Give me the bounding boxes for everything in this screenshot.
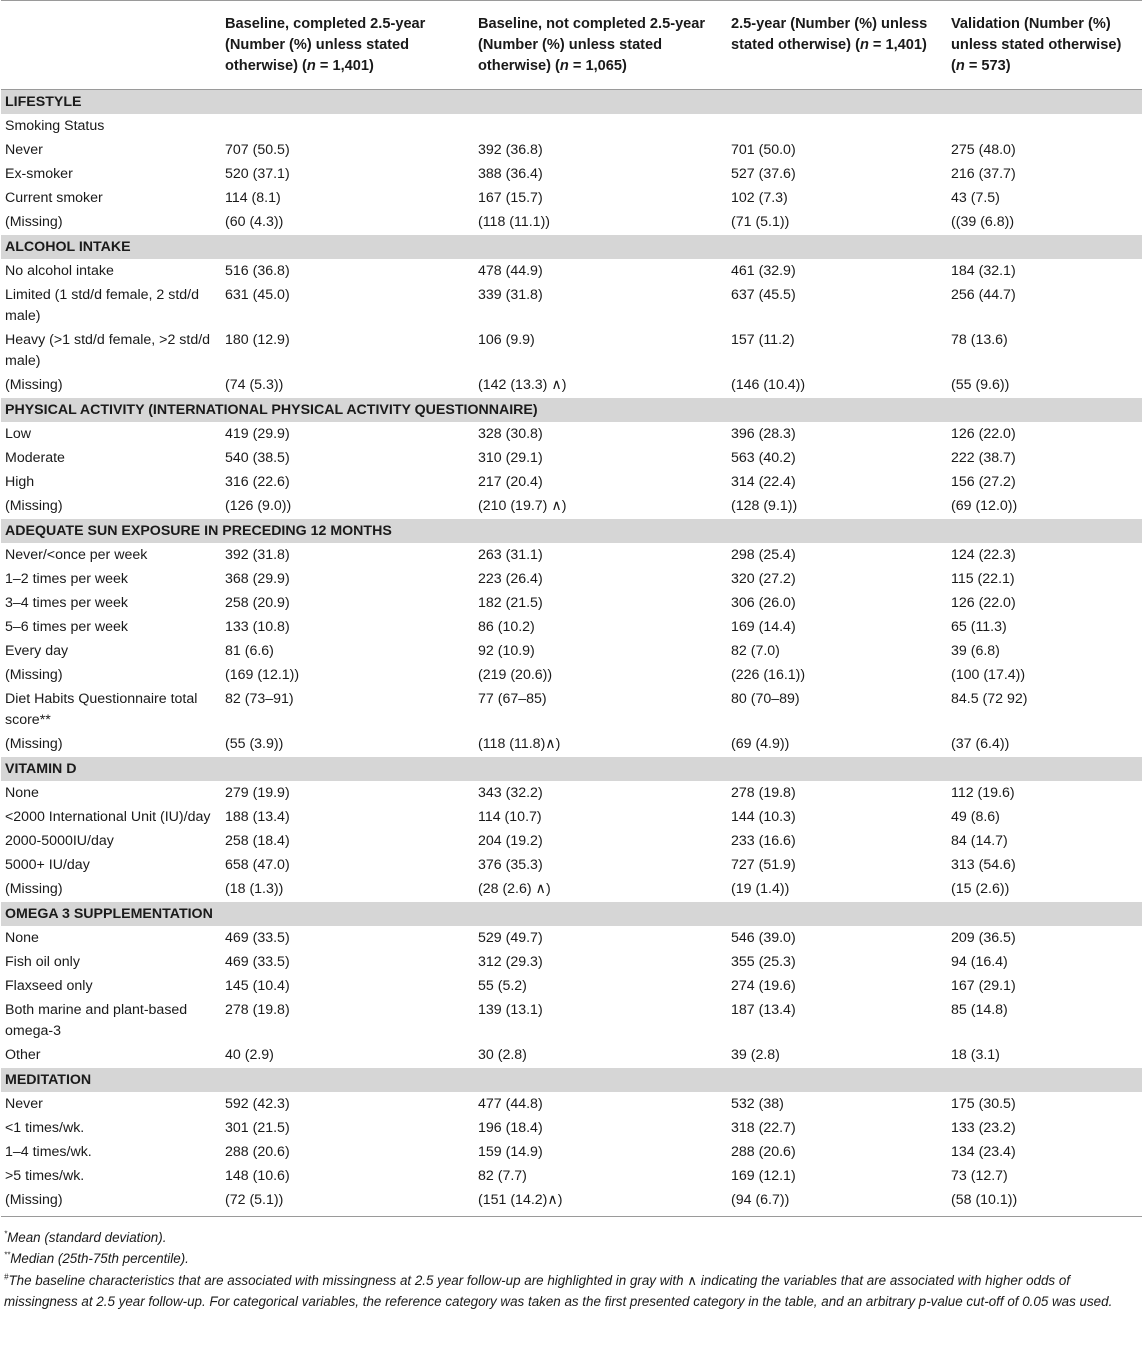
table-row [1, 829, 1142, 853]
data-table [1, 0, 1142, 1217]
section-label: ADEQUATE SUN EXPOSURE IN PRECEDING 12 MONTHS [1, 519, 1142, 544]
row-label: Both marine and plant-based omega-3 [5, 1001, 188, 1039]
cell-value: 159 (14.9) [478, 1143, 543, 1160]
header-col3-rest: = 1,401) [868, 37, 927, 53]
table-row [1, 615, 1142, 639]
table-row [1, 1116, 1142, 1140]
row-label: Never [5, 141, 43, 158]
row-label: (Missing) [5, 880, 63, 897]
table-row [1, 114, 1142, 138]
cell-value: (74 (5.3)) [225, 376, 284, 393]
footnote [4, 1270, 1142, 1313]
row-label: Moderate [5, 449, 65, 466]
cell-value: 156 (27.2) [951, 473, 1016, 490]
cell-value: 43 (7.5) [951, 189, 1000, 206]
header-col2 [474, 1, 727, 90]
row-label: 2000-5000IU/day [5, 832, 114, 849]
cell-value: 419 (29.9) [225, 425, 290, 442]
cell-value: 157 (11.2) [731, 331, 795, 348]
cell-value [474, 114, 727, 138]
table-row [1, 470, 1142, 494]
row-label: None [5, 929, 39, 946]
cell-value: ((39 (6.8)) [951, 213, 1015, 230]
cell-value: 529 (49.7) [478, 929, 543, 946]
cell-value: (118 (11.8)∧) [478, 735, 561, 752]
section-header-row [1, 235, 1142, 260]
cell-value: 631 (45.0) [225, 286, 290, 303]
table-row [1, 422, 1142, 446]
footnote-mark: # [4, 1272, 9, 1282]
cell-value: 106 (9.9) [478, 331, 535, 348]
section-label: LIFESTYLE [1, 90, 1142, 115]
cell-value: 343 (32.2) [478, 784, 543, 801]
row-label: (Missing) [5, 213, 63, 230]
cell-value: 94 (16.4) [951, 953, 1008, 970]
cell-value: 461 (32.9) [731, 262, 796, 279]
cell-value: 148 (10.6) [225, 1167, 290, 1184]
cell-value: 520 (37.1) [225, 165, 290, 182]
cell-value: 477 (44.8) [478, 1095, 543, 1112]
cell-value: (100 (17.4)) [951, 666, 1026, 683]
cell-value: 184 (32.1) [951, 262, 1016, 279]
cell-value: 144 (10.3) [731, 808, 796, 825]
cell-value: 392 (31.8) [225, 546, 290, 563]
footnote-mark: * [4, 1229, 8, 1239]
cell-value: 546 (39.0) [731, 929, 796, 946]
row-label: 5–6 times per week [5, 618, 129, 635]
cell-value: 18 (3.1) [951, 1046, 1000, 1063]
cell-value: 167 (29.1) [951, 977, 1016, 994]
cell-value: (55 (3.9)) [225, 735, 284, 752]
cell-value: 92 (10.9) [478, 642, 535, 659]
cell-value: (37 (6.4)) [951, 735, 1010, 752]
row-label: Other [5, 1046, 41, 1063]
table-row [1, 998, 1142, 1043]
cell-value: 82 (7.0) [731, 642, 780, 659]
cell-value: 478 (44.9) [478, 262, 543, 279]
cell-value: 233 (16.6) [731, 832, 796, 849]
header-col4 [947, 1, 1142, 90]
cell-value: 112 (19.6) [951, 784, 1015, 801]
cell-value: 80 (70–89) [731, 690, 800, 707]
row-label: (Missing) [5, 666, 63, 683]
row-label: Ex-smoker [5, 165, 73, 182]
row-label: Low [5, 425, 32, 442]
cell-value: 275 (48.0) [951, 141, 1016, 158]
table-row [1, 853, 1142, 877]
table-row [1, 210, 1142, 235]
cell-value: 376 (35.3) [478, 856, 543, 873]
cell-value: (60 (4.3)) [225, 213, 284, 230]
cell-value: 320 (27.2) [731, 570, 796, 587]
cell-value: 339 (31.8) [478, 286, 543, 303]
cell-value: 396 (28.3) [731, 425, 796, 442]
table-row [1, 1164, 1142, 1188]
header-col1-rest: = 1,401) [315, 58, 374, 74]
table-row [1, 877, 1142, 902]
cell-value: (226 (16.1)) [731, 666, 806, 683]
footnote-mark: ** [4, 1250, 11, 1260]
cell-value: 167 (15.7) [478, 189, 543, 206]
row-label: >5 times/wk. [5, 1167, 85, 1184]
cell-value: 223 (26.4) [478, 570, 543, 587]
table-row [1, 373, 1142, 398]
cell-value: 78 (13.6) [951, 331, 1008, 348]
row-label: 3–4 times per week [5, 594, 129, 611]
cell-value: 30 (2.8) [478, 1046, 527, 1063]
cell-value: 126 (22.0) [951, 594, 1016, 611]
cell-value: 563 (40.2) [731, 449, 796, 466]
cell-value: (55 (9.6)) [951, 376, 1010, 393]
table-row [1, 1188, 1142, 1216]
cell-value: 77 (67–85) [478, 690, 547, 707]
section-header-row [1, 90, 1142, 115]
cell-value: 84 (14.7) [951, 832, 1008, 849]
cell-value: (72 (5.1)) [221, 1188, 474, 1216]
table-row [1, 162, 1142, 186]
cell-value: 82 (73–91) [225, 690, 294, 707]
row-label: Diet Habits Questionnaire total score** [5, 690, 198, 728]
cell-value: 727 (51.9) [731, 856, 796, 873]
table-row [1, 1140, 1142, 1164]
table-row [1, 328, 1142, 373]
header-col2-text: Baseline, not completed 2.5-year (Number (%) unless stated otherwise) ( [478, 16, 706, 74]
section-label: OMEGA 3 SUPPLEMENTATION [1, 902, 1142, 927]
cell-value: 133 (23.2) [951, 1119, 1016, 1136]
table-body [1, 90, 1142, 1217]
table-footnotes [0, 1217, 1146, 1313]
cell-value: (19 (1.4)) [731, 880, 790, 897]
cell-value: 169 (14.4) [731, 618, 796, 635]
cell-value: 40 (2.9) [225, 1046, 274, 1063]
cell-value: 313 (54.6) [951, 856, 1016, 873]
table-row [1, 1092, 1142, 1116]
table-row [1, 663, 1142, 687]
footnote-text: Median (25th-75th percentile). [10, 1251, 189, 1266]
cell-value: (118 (11.1)) [478, 213, 551, 230]
row-label: High [5, 473, 35, 490]
header-col4-rest: = 573) [964, 58, 1011, 74]
cell-value: 516 (36.8) [225, 262, 290, 279]
cell-value: 124 (22.3) [951, 546, 1016, 563]
cell-value: 204 (19.2) [478, 832, 543, 849]
cell-value: 133 (10.8) [225, 618, 290, 635]
section-header-row [1, 1068, 1142, 1093]
cell-value: (58 (10.1)) [947, 1188, 1142, 1216]
cell-value: 84.5 (72 92) [951, 690, 1028, 707]
section-label: MEDITATION [1, 1068, 1142, 1093]
cell-value: 637 (45.5) [731, 286, 796, 303]
table-row [1, 186, 1142, 210]
cell-value: 134 (23.4) [951, 1143, 1016, 1160]
cell-value [727, 114, 947, 138]
row-label: Never/<once per week [5, 546, 148, 563]
cell-value: 82 (7.7) [478, 1167, 527, 1184]
cell-value: (219 (20.6)) [478, 666, 553, 683]
cell-value: (69 (12.0)) [951, 497, 1018, 514]
cell-value: 316 (22.6) [225, 473, 290, 490]
cell-value: (15 (2.6)) [951, 880, 1010, 897]
cell-value: 312 (29.3) [478, 953, 543, 970]
row-label: (Missing) [5, 497, 63, 514]
section-header-row [1, 519, 1142, 544]
table-row [1, 687, 1142, 732]
cell-value: (126 (9.0)) [225, 497, 292, 514]
cell-value: 256 (44.7) [951, 286, 1016, 303]
cell-value: 182 (21.5) [478, 594, 543, 611]
row-label: 5000+ IU/day [5, 856, 90, 873]
row-label: Flaxseed only [5, 977, 93, 994]
cell-value: 169 (12.1) [731, 1167, 796, 1184]
row-label: Heavy (>1 std/d female, >2 std/d male) [5, 331, 211, 369]
cell-value: 139 (13.1) [478, 1001, 543, 1018]
footnote [4, 1248, 1142, 1270]
header-col0 [1, 1, 221, 90]
cell-value: 278 (19.8) [731, 784, 796, 801]
cell-value: 55 (5.2) [478, 977, 527, 994]
cell-value: 102 (7.3) [731, 189, 788, 206]
cell-value: 126 (22.0) [951, 425, 1016, 442]
row-label: (Missing) [1, 1188, 221, 1216]
row-label: 1–2 times per week [5, 570, 129, 587]
cell-value: 209 (36.5) [951, 929, 1016, 946]
section-label: VITAMIN D [1, 757, 1142, 782]
table-row [1, 781, 1142, 805]
cell-value: 701 (50.0) [731, 141, 796, 158]
row-label: (Missing) [5, 735, 63, 752]
cell-value: 217 (20.4) [478, 473, 543, 490]
cell-value: 469 (33.5) [225, 953, 290, 970]
table-header [1, 1, 1142, 90]
row-label: Limited (1 std/d female, 2 std/d male) [5, 286, 199, 324]
cell-value: 115 (22.1) [951, 570, 1015, 587]
cell-value: 540 (38.5) [225, 449, 290, 466]
header-col4-n: n [955, 58, 965, 74]
cell-value: 81 (6.6) [225, 642, 274, 659]
cell-value: 274 (19.6) [731, 977, 796, 994]
header-col3-text: 2.5-year (Number (%) unless stated otherwise) ( [731, 16, 928, 53]
row-label: No alcohol intake [5, 262, 114, 279]
cell-value: 301 (21.5) [225, 1119, 290, 1136]
cell-value: (169 (12.1)) [225, 666, 300, 683]
section-header-row [1, 902, 1142, 927]
table-row [1, 732, 1142, 757]
cell-value: (28 (2.6) ∧) [478, 880, 551, 897]
row-label: Never [5, 1095, 43, 1112]
cell-value: 368 (29.9) [225, 570, 290, 587]
row-label: Fish oil only [5, 953, 80, 970]
cell-value: 318 (22.7) [731, 1119, 796, 1136]
cell-value: 196 (18.4) [478, 1119, 543, 1136]
cell-value: 114 (10.7) [478, 808, 542, 825]
cell-value: 314 (22.4) [731, 473, 796, 490]
row-label: <1 times/wk. [5, 1119, 85, 1136]
table-row [1, 1043, 1142, 1068]
cell-value: (146 (10.4)) [731, 376, 806, 393]
header-row [1, 1, 1142, 90]
row-label: Every day [5, 642, 69, 659]
footnote-text: Mean (standard deviation). [7, 1229, 167, 1245]
cell-value: 388 (36.4) [478, 165, 543, 182]
row-label: Smoking Status [5, 117, 105, 134]
cell-value: 355 (25.3) [731, 953, 796, 970]
header-col1-n: n [306, 58, 316, 74]
header-col3-n: n [859, 37, 869, 53]
cell-value: 73 (12.7) [951, 1167, 1008, 1184]
cell-value: 39 (2.8) [731, 1046, 780, 1063]
cell-value: 288 (20.6) [731, 1143, 796, 1160]
cell-value: 278 (19.8) [225, 1001, 290, 1018]
cell-value: 188 (13.4) [225, 808, 290, 825]
cell-value: 216 (37.7) [951, 165, 1016, 182]
cell-value: 328 (30.8) [478, 425, 543, 442]
table-row [1, 138, 1142, 162]
row-label: 1–4 times/wk. [5, 1143, 92, 1160]
cell-value: 258 (18.4) [225, 832, 290, 849]
header-col2-rest: = 1,065) [568, 58, 627, 74]
table-row [1, 567, 1142, 591]
header-col1-text: Baseline, completed 2.5-year (Number (%) unless stated otherwise) ( [225, 16, 426, 74]
row-label: Current smoker [5, 189, 103, 206]
footnote-text: The baseline characteristics that are associated with missingness at 2.5 year follow-up are highlighted in gray with ∧ indicating the variables that are associated with higher odds of missingness at 2.5 year follow-up. For categorical variables, the reference category was taken as the first presented category in the table, and an arbitrary p-value cut-off of 0.05 was used. [4, 1272, 1113, 1309]
header-col4-text: Validation (Number (%) unless stated otherwise) ( [951, 16, 1122, 74]
cell-value: 532 (38) [731, 1095, 784, 1112]
cell-value: 298 (25.4) [731, 546, 796, 563]
row-label: <2000 International Unit (IU)/day [5, 808, 211, 825]
header-col2-n: n [559, 58, 569, 74]
row-label: (Missing) [5, 376, 63, 393]
cell-value: 187 (13.4) [731, 1001, 796, 1018]
cell-value: 85 (14.8) [951, 1001, 1008, 1018]
row-label: None [5, 784, 39, 801]
cell-value: 114 (8.1) [225, 189, 281, 206]
table-row [1, 639, 1142, 663]
table-row [1, 259, 1142, 283]
header-col1 [221, 1, 474, 90]
cell-value: (151 (14.2)∧) [474, 1188, 727, 1216]
table-row [1, 950, 1142, 974]
cell-value: 592 (42.3) [225, 1095, 290, 1112]
table-row [1, 926, 1142, 950]
cell-value: (94 (6.7)) [727, 1188, 947, 1216]
section-header-row [1, 398, 1142, 423]
cell-value: (69 (4.9)) [731, 735, 790, 752]
table-row [1, 446, 1142, 470]
table-row [1, 494, 1142, 519]
cell-value: 279 (19.9) [225, 784, 290, 801]
cell-value: 145 (10.4) [225, 977, 290, 994]
table-row [1, 283, 1142, 328]
cell-value: 49 (8.6) [951, 808, 1000, 825]
cell-value [221, 114, 474, 138]
cell-value: 65 (11.3) [951, 618, 1007, 635]
table-row [1, 543, 1142, 567]
cell-value: 707 (50.5) [225, 141, 290, 158]
cell-value: 180 (12.9) [225, 331, 290, 348]
cell-value: 310 (29.1) [478, 449, 543, 466]
cell-value: 306 (26.0) [731, 594, 796, 611]
cell-value: 258 (20.9) [225, 594, 290, 611]
section-label: PHYSICAL ACTIVITY (INTERNATIONAL PHYSICAL ACTIVITY QUESTIONNAIRE) [1, 398, 1142, 423]
cell-value: 263 (31.1) [478, 546, 543, 563]
cell-value [947, 114, 1142, 138]
footnote [4, 1227, 1142, 1249]
cell-value: 288 (20.6) [225, 1143, 290, 1160]
cell-value: 175 (30.5) [951, 1095, 1016, 1112]
table-row [1, 805, 1142, 829]
table-row [1, 591, 1142, 615]
cell-value: 469 (33.5) [225, 929, 290, 946]
cell-value: 222 (38.7) [951, 449, 1016, 466]
section-header-row [1, 757, 1142, 782]
section-label: ALCOHOL INTAKE [1, 235, 1142, 260]
cell-value: 86 (10.2) [478, 618, 535, 635]
cell-value: (18 (1.3)) [225, 880, 284, 897]
cell-value: (128 (9.1)) [731, 497, 798, 514]
cell-value: (142 (13.3) ∧) [478, 376, 567, 393]
table-row [1, 974, 1142, 998]
header-col3 [727, 1, 947, 90]
cell-value: 392 (36.8) [478, 141, 543, 158]
cell-value: (210 (19.7) ∧) [478, 497, 567, 514]
cell-value: 527 (37.6) [731, 165, 796, 182]
cell-value: (71 (5.1)) [731, 213, 790, 230]
cell-value: 658 (47.0) [225, 856, 290, 873]
cell-value: 39 (6.8) [951, 642, 1000, 659]
